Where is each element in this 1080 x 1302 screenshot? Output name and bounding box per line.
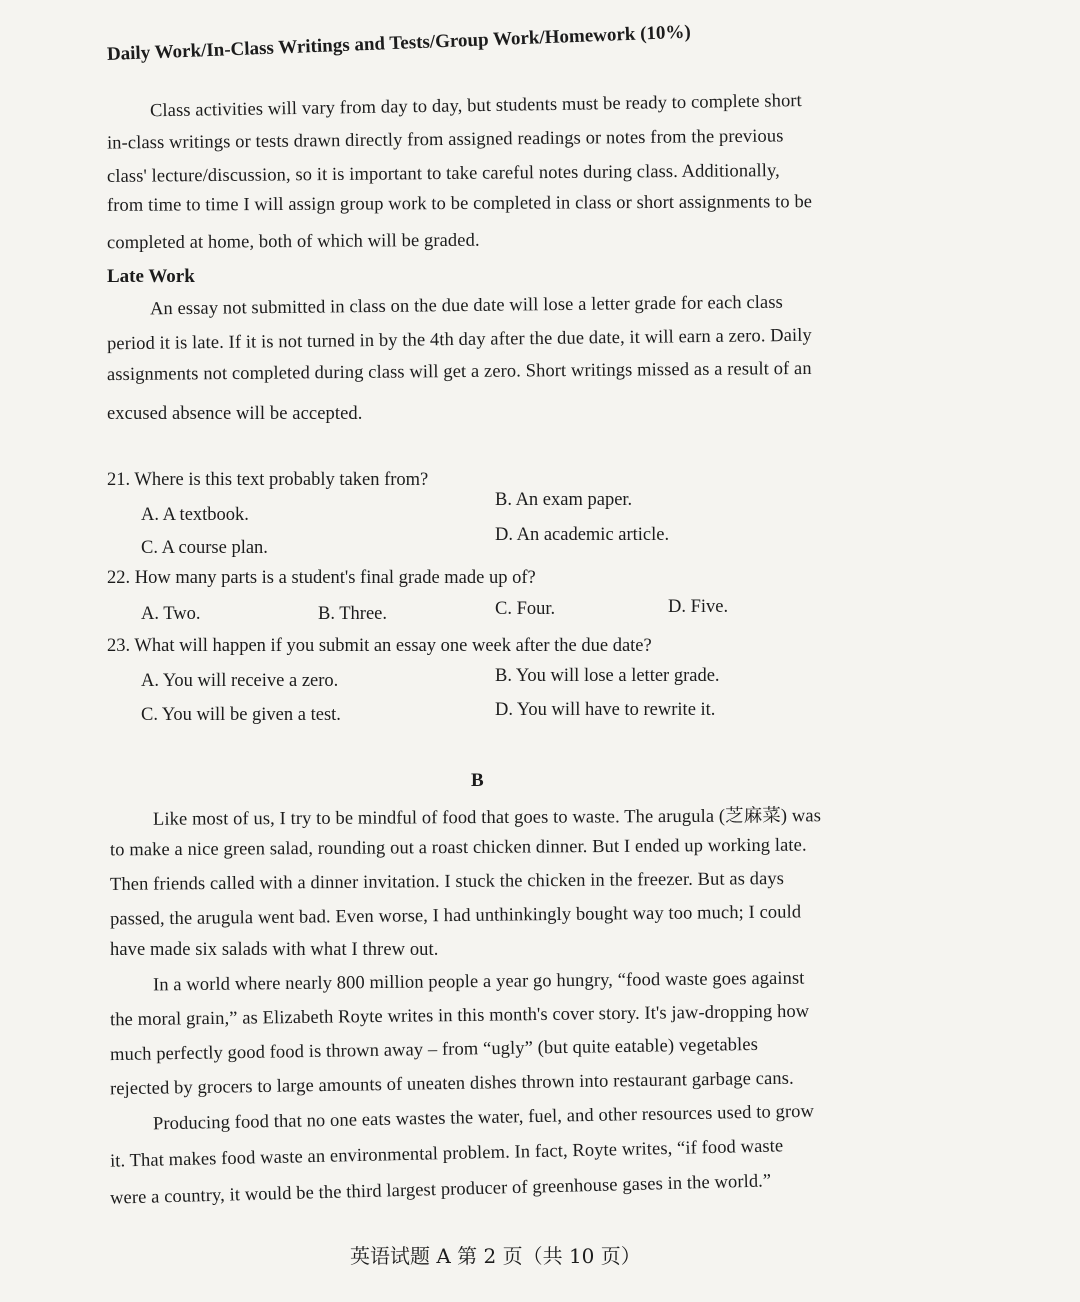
question-21: 21. Where is this text probably taken from? [107,470,429,490]
paragraph-line: class' lecture/discussion, so it is important to take careful notes during class. Additionally, [106,161,780,187]
option-22-b: B. Three. [318,604,388,624]
passage-line: passed, the arugula went bad. Even worse, I had unthinkingly bought way too much; I could [109,902,802,930]
question-22: 22. How many parts is a student's final grade made up of? [107,568,536,588]
paragraph-line: in-class writings or tests drawn directly from assigned readings or notes from the previous [106,126,784,154]
paragraph-line: period it is late. If it is not turned in by the 4th day after the due date, it will earn a zero. Daily [106,325,812,355]
passage-line: Then friends called with a dinner invitation. I stuck the chicken in the freezer. But as days [109,869,785,895]
option-21-a: A. A textbook. [141,505,249,525]
option-22-d: D. Five. [668,597,729,617]
passage-line: Producing food that no one eats wastes the water, fuel, and other resources used to grow [152,1101,815,1135]
paragraph-line: excused absence will be accepted. [107,404,363,424]
paragraph-line: from time to time I will assign group work to be completed in class or short assignments to be [106,192,813,216]
option-23-d: D. You will have to rewrite it. [495,700,716,720]
option-23-a: A. You will receive a zero. [141,671,339,691]
section-heading-late-work: Late Work [107,266,195,287]
paragraph-line: completed at home, both of which will be graded. [106,230,480,254]
option-23-b: B. You will lose a letter grade. [495,666,720,686]
passage-line: the moral grain,” as Elizabeth Royte writes in this month's cover story. It's jaw-dropping how [109,1001,810,1031]
paragraph-line: Class activities will vary from day to day, but students must be ready to complete short [149,91,803,122]
passage-line: were a country, it would be the third largest producer of greenhouse gases in the world.” [109,1171,772,1209]
option-21-c: C. A course plan. [141,538,268,558]
option-22-a: A. Two. [141,604,201,624]
paragraph-line: assignments not completed during class will get a zero. Short writings missed as a result of an [106,358,812,386]
passage-line: Like most of us, I try to be mindful of food that goes to waste. The arugula (芝麻菜) was [152,806,822,830]
section-b-label: B [471,770,484,791]
paragraph-line: An essay not submitted in class on the due date will lose a letter grade for each class [149,292,783,320]
passage-line: much perfectly good food is thrown away – from “ugly” (but quite eatable) vegetables [109,1034,759,1066]
passage-line: have made six salads with what I threw out. [110,940,439,960]
option-22-c: C. Four. [495,599,556,619]
option-23-c: C. You will be given a test. [141,705,341,725]
passage-line: it. That makes food waste an environmental problem. In fact, Royte writes, “if food waste [109,1136,784,1172]
page-footer: 英语试题 A 第 2 页（共 10 页） [350,1244,641,1268]
question-23: 23. What will happen if you submit an essay one week after the due date? [107,636,652,656]
passage-line: rejected by grocers to large amounts of uneaten dishes thrown into restaurant garbage cans. [109,1068,794,1100]
section-heading-daily-work: Daily Work/In-Class Writings and Tests/Group Work/Homework (10%) [106,21,692,65]
option-21-d: D. An academic article. [495,525,670,545]
option-21-b: B. An exam paper. [495,490,633,510]
passage-line: to make a nice green salad, rounding out a roast chicken dinner. But I ended up working late. [109,835,807,861]
passage-line: In a world where nearly 800 million people a year go hungry, “food waste goes against [152,968,805,996]
